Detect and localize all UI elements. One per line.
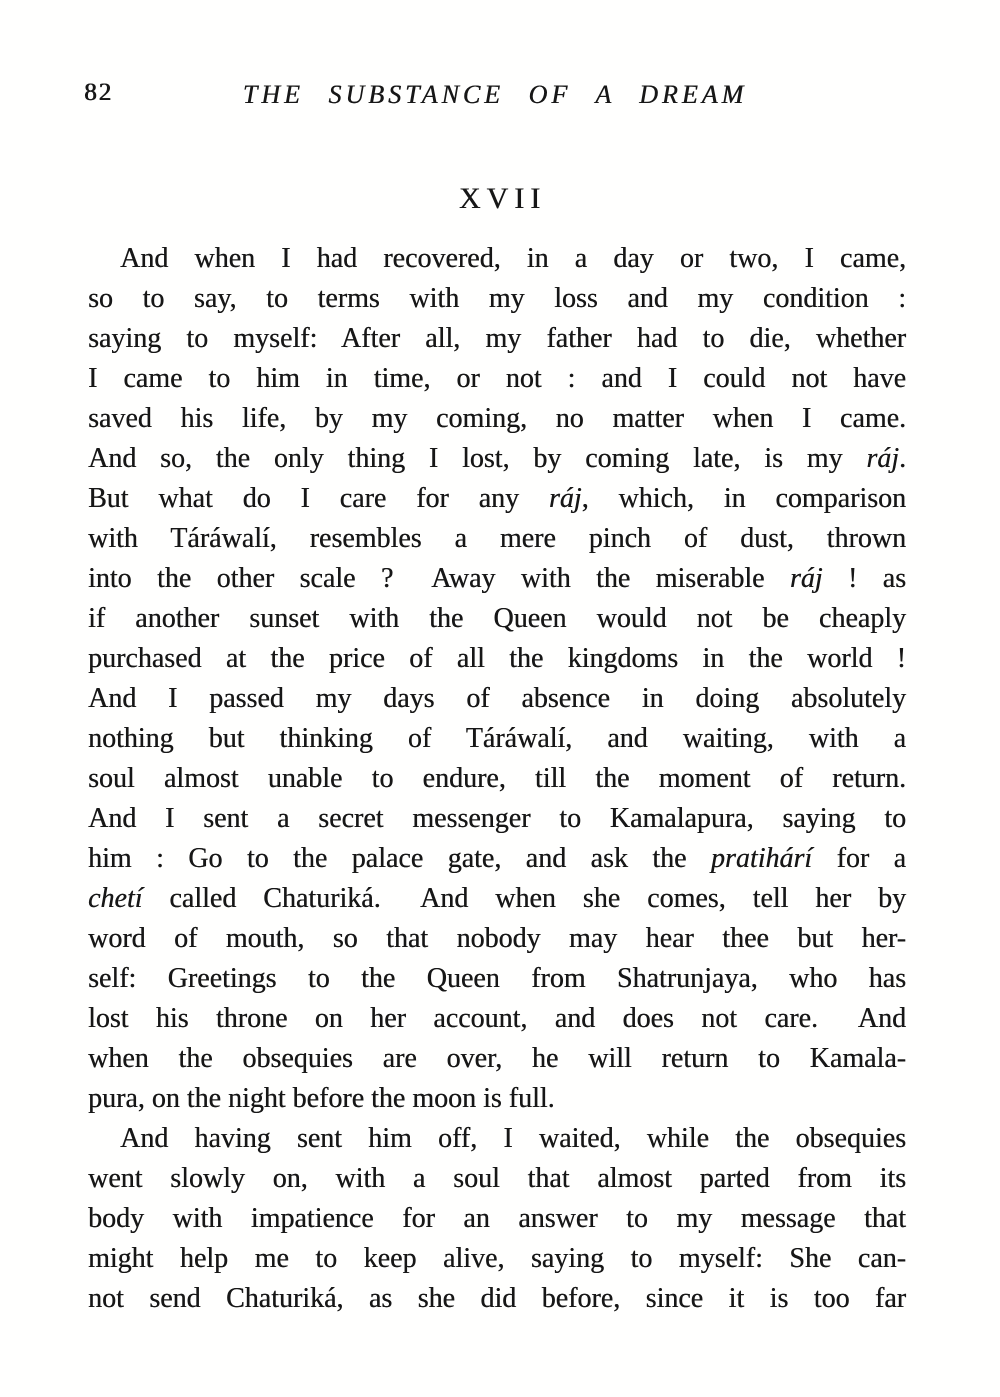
text-run: if another sunset with the Queen would not be cheaply	[88, 603, 906, 634]
text-line	[88, 479, 906, 519]
text-run: might help me to keep alive, saying to myself: She can-	[88, 1243, 906, 1274]
text-run: with Táráwalí, resembles a mere pinch of dust, thrown	[88, 523, 906, 554]
text-run: purchased at the price of all the kingdoms in the world !	[88, 643, 906, 674]
text-run: into the other scale ? Away with the miserable	[88, 563, 790, 594]
text-line	[88, 1199, 906, 1239]
page-number: 82	[84, 79, 113, 106]
text-line	[88, 319, 906, 359]
text-run: when the obsequies are over, he will return to Kamala-	[88, 1043, 906, 1074]
text-run: And so, the only thing I lost, by coming late, is my	[88, 443, 867, 474]
text-run: nothing but thinking of Táráwalí, and waiting, with a	[88, 723, 906, 754]
text-run: self: Greetings to the Queen from Shatrunjaya, who has	[88, 963, 906, 994]
text-run: lost his throne on her account, and does not care. And	[88, 1003, 906, 1034]
text-line	[88, 719, 906, 759]
text-line	[88, 679, 906, 719]
text-line	[88, 439, 906, 479]
text-line	[88, 279, 906, 319]
text-run: called Chaturiká. And when she comes, tell her by	[142, 883, 906, 914]
text-line	[88, 759, 906, 799]
text-line	[88, 1079, 906, 1119]
text-run: him : Go to the palace gate, and ask the	[88, 843, 711, 874]
italic-text-run: chetí	[88, 883, 143, 914]
text-run: saved his life, by my coming, no matter when I came.	[88, 403, 906, 434]
running-header: THE SUBSTANCE OF A DREAM	[242, 80, 748, 109]
text-run: not send Chaturiká, as she did before, since it is too far	[88, 1283, 906, 1314]
italic-text-run: ráj	[789, 563, 823, 594]
text-line	[88, 1119, 906, 1159]
text-run: .	[899, 443, 906, 474]
text-run: for a	[812, 843, 906, 874]
text-line	[88, 359, 906, 399]
text-run: soul almost unable to endure, till the moment of return.	[88, 763, 906, 794]
text-run: ! as	[822, 563, 906, 594]
text-line	[88, 839, 906, 879]
text-line	[88, 239, 906, 279]
text-run: And I passed my days of absence in doing absolutely	[88, 683, 906, 714]
body-text	[88, 239, 906, 1319]
text-run: saying to myself: After all, my father had to die, whether	[88, 323, 906, 354]
text-line	[88, 599, 906, 639]
text-run: But what do I care for any	[88, 483, 549, 514]
text-line	[88, 1279, 906, 1319]
italic-text-run: ráj	[866, 443, 899, 474]
text-line	[88, 639, 906, 679]
text-line	[88, 519, 906, 559]
text-line	[88, 879, 906, 919]
text-line	[88, 959, 906, 999]
text-run: And having sent him off, I waited, while the obsequies	[120, 1123, 906, 1154]
text-line	[88, 399, 906, 439]
chapter-heading: XVII	[458, 182, 547, 215]
text-run: I came to him in time, or not : and I could not have	[88, 363, 906, 394]
text-run: word of mouth, so that nobody may hear thee but her-	[88, 923, 906, 954]
text-line	[88, 1159, 906, 1199]
text-run: , which, in comparison	[581, 483, 907, 514]
text-run: body with impatience for an answer to my message that	[88, 1203, 906, 1234]
text-line	[88, 999, 906, 1039]
text-run: And when I had recovered, in a day or two, I came,	[120, 243, 906, 274]
text-run: so to say, to terms with my loss and my condition :	[88, 283, 906, 314]
text-line	[88, 1039, 906, 1079]
text-line	[88, 799, 906, 839]
text-run: pura, on the night before the moon is full.	[88, 1083, 555, 1114]
italic-text-run: pratihárí	[710, 843, 813, 874]
text-run: went slowly on, with a soul that almost parted from its	[88, 1163, 906, 1194]
text-line	[88, 919, 906, 959]
text-run: And I sent a secret messenger to Kamalapura, saying to	[88, 803, 906, 834]
text-line	[88, 559, 906, 599]
text-line	[88, 1239, 906, 1279]
italic-text-run: ráj	[548, 483, 582, 514]
